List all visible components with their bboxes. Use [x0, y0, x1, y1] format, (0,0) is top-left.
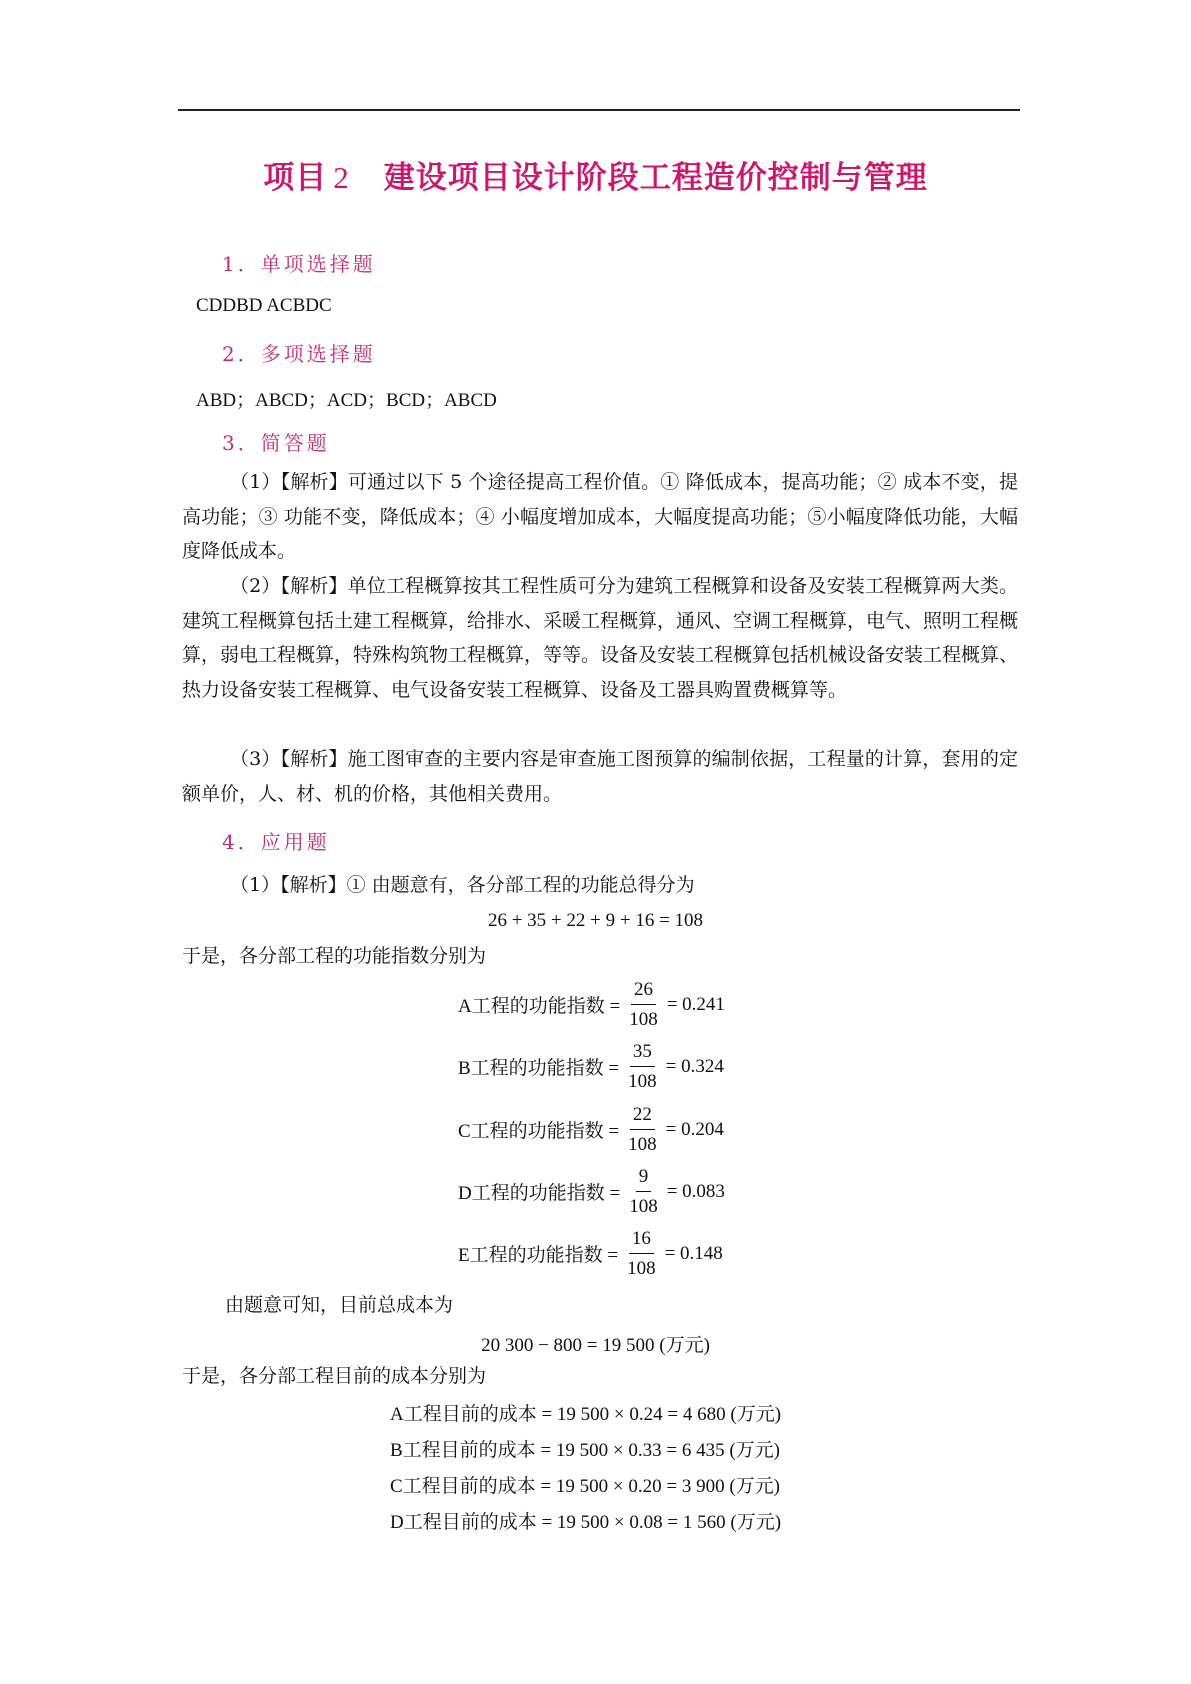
index-intro: 于是，各分部工程的功能指数分别为 — [182, 945, 487, 967]
section-heading-application: 4．应用题 — [222, 830, 330, 854]
fraction: $\frac{35}{108}$ — [625, 1037, 660, 1096]
function-index-d — [458, 1162, 725, 1221]
fraction: $\frac{9}{108}$ — [626, 1162, 661, 1221]
short-answer-paragraph-3: （3）【解析】施工图审查的主要内容是审查施工图预算的编制依据，工程量的计算，套用的定额单价，人、材、机的价格，其他相关费用。 — [182, 748, 1018, 805]
fraction: $\frac{16}{108}$ — [624, 1224, 659, 1283]
cost-line-d: D工程目前的成本 = 19 500 × 0.08 = 1 560 (万元) — [390, 1512, 782, 1533]
index-result: = 0.204 — [665, 1118, 724, 1140]
function-index-c — [458, 1100, 724, 1159]
short-answer-paragraph-2: （2）【解析】单位工程概算按其工程性质可分为建筑工程概算和设备及安装工程概算两大类。建筑工程概算包括土建工程概算，给排水、采暖工程概算，通风、空调工程概算，电气、照明工程概算，弱电工程概算，特殊构筑物工程概算，等等。设备及安装工程概算包括机械设备安装工程概算、热力设备安装工程概算、电气设备安装工程概算、设备及工器具购置费概算等。 — [182, 575, 1019, 701]
index-result: = 0.083 — [666, 1180, 725, 1202]
section-heading-short-answer: 3．简答题 — [222, 431, 330, 455]
cost-intro: 于是，各分部工程目前的成本分别为 — [182, 1365, 487, 1387]
total-cost-intro: 由题意可知，目前总成本为 — [225, 1294, 454, 1316]
index-label: E工程的功能指数 = — [458, 1245, 619, 1266]
index-result: = 0.241 — [666, 993, 725, 1015]
index-result: = 0.148 — [664, 1242, 723, 1264]
fraction: $\frac{22}{108}$ — [625, 1100, 660, 1159]
function-index-b — [458, 1037, 724, 1096]
cost-line-b: B工程目前的成本 = 19 500 × 0.33 = 6 435 (万元) — [390, 1440, 780, 1461]
multi-choice-answers: ABD；ABCD；ACD；BCD；ABCD — [196, 390, 497, 411]
index-result: = 0.324 — [665, 1055, 724, 1077]
single-choice-answers: CDDBD ACBDC — [196, 295, 332, 316]
short-answer-paragraph-1: （1）【解析】可通过以下 5 个途径提高工程价值。① 降低成本，提高功能；② 成本不变，提高功能；③ 功能不变，降低成本；④ 小幅度增加成本，大幅度提高功能；⑤小幅度降低功能，大幅度降低成本。 — [182, 471, 1018, 562]
title-main: 建设项目设计阶段工程造价控制与管理 — [383, 160, 928, 196]
title-number: 2 — [333, 160, 350, 195]
page-title — [0, 152, 1191, 197]
cost-line-c: C工程目前的成本 = 19 500 × 0.20 = 3 900 (万元) — [390, 1476, 780, 1497]
cost-line-a: A工程目前的成本 = 19 500 × 0.24 = 4 680 (万元) — [390, 1404, 782, 1425]
title-prefix: 项目 — [263, 160, 328, 196]
section-heading-single-choice: 1．单项选择题 — [222, 252, 376, 276]
function-index-a — [458, 975, 725, 1034]
fraction: $\frac{26}{108}$ — [626, 975, 661, 1034]
total-cost-equation: 20 300 − 800 = 19 500 (万元) — [481, 1335, 710, 1356]
header-rule — [178, 109, 1020, 111]
section-heading-multi-choice: 2．多项选择题 — [222, 342, 376, 366]
sum-equation: 26 + 35 + 22 + 9 + 16 = 108 — [487, 910, 704, 931]
function-index-e — [458, 1224, 723, 1283]
index-label: B工程的功能指数 = — [458, 1058, 620, 1079]
index-label: C工程的功能指数 = — [458, 1121, 620, 1142]
application-intro: （1）【解析】① 由题意有，各分部工程的功能总得分为 — [230, 874, 695, 896]
index-label: D工程的功能指数 = — [458, 1183, 621, 1204]
index-label: A工程的功能指数 = — [458, 996, 621, 1017]
